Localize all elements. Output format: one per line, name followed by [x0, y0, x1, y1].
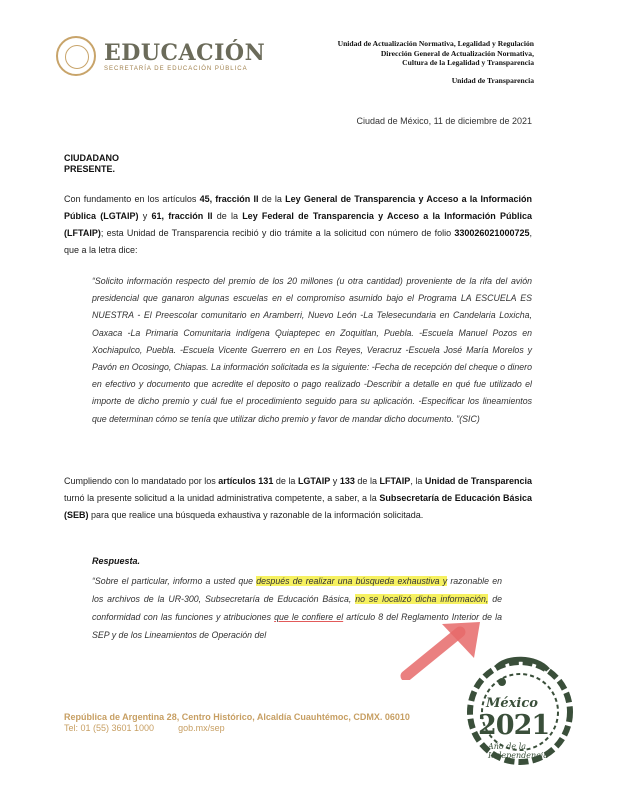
response-text: “Sobre el particular, informo a usted que después de realizar una búsqueda exhaustiva y razonable en los archivos de la UR-300, Subsecretaría de Educación Básica, no se localizó dicha información, de conformidad con las funciones y atribuciones que le confiere el artículo 8 del Reglamento Interior de la SEP y de los Lineamientos de Operación del [92, 576, 502, 640]
sep-logo [56, 36, 265, 76]
salutation [64, 153, 119, 175]
request-quote: “Solicito información respecto del premio de los 20 millones (u otra cantidad) proveniente de la rifa del avión presidencial que ganaron algunas escuelas en el compromiso asumido bajo el Programa LA ESCUELA ES NUESTRA - El Preescolar comunitario en Aramberri, Nuevo León -La Telesecundaria en Candelaria Loxicha, Oaxaca -La Primaria Comunitaria indígena Quiaptepec en Zoquitlan, Puebla. -Escuela Manuel Pozos en Xochiapulco, Puebla. -Escuela Vicente Guerrero en en Los Reyes, Veracruz -Escuela José María Morelos y Pavón en Ocosingo, Chiapas. La información solicitada es la siguiente: -Fecha de recepción del cheque o dinero en efectivo y documento que acredite el deposito o pago realizado -Describir a detalle en qué fue utilizado el importe de dicho premio y cuál fue el procedimiento seguido para su aplicación. -Especificar los lineamientos que determinan cómo se tenía que utilizar dicho premio y favor de mandar dicho documento. ”(SIC) [92, 276, 532, 424]
footer-phone: Tel: 01 (55) 3601 1000 [64, 723, 155, 733]
underlined-phrase: que le confiere el [274, 612, 344, 622]
unit-line-2: Dirección General de Actualización Normativa, [380, 48, 534, 58]
unit-transparency: Unidad de Transparencia [451, 75, 534, 85]
unit-line-1: Unidad de Actualización Normativa, Legalidad y Regulación [337, 39, 534, 48]
paragraph-legal-basis: Con fundamento en los artículos 45, fracción II de la Ley General de Transparencia y Acceso a la Información Pública (LGTAIP) y 61, fracción II de la Ley Federal de Transparencia y Acceso a la Información Pública (LFTAIP); esta Unidad de Transparencia recibió y dio trámite a la solicitud con número de folio 330026021000725, que a la letra dice: [64, 194, 532, 255]
emblem-subtitle: Año de la Independencia [488, 742, 548, 760]
response-title: Respuesta. [92, 556, 141, 566]
emblem-year: 2021 [478, 710, 550, 741]
highlight-search: después de realizar una búsqueda exhaustiva y [256, 576, 448, 586]
logo-title: EDUCACIÓN [104, 39, 266, 66]
footer [64, 712, 410, 734]
unit-line-3: Cultura de la Legalidad y Transparencia [402, 58, 534, 68]
salutation-line-1: CIUDADANO [64, 153, 119, 163]
footer-web: gob.mx/sep [178, 723, 225, 733]
salutation-line-2: PRESENTE. [64, 164, 116, 174]
issuing-unit-block [274, 39, 534, 85]
logo-subtitle: SECRETARÍA DE EDUCACIÓN PÚBLICA [104, 65, 248, 72]
paragraph-referral: Cumpliendo con lo mandatado por los artículos 131 de la LGTAIP y 133 de la LFTAIP, la Unidad de Transparencia turnó la presente solicitud a la unidad administrativa competente, a saber, a la Subsecretaría de Educación Básica (SEB) para que realice una búsqueda exhaustiva y razonable de la información solicitada. [64, 476, 533, 520]
highlight-not-found: no se localizó dicha información, [355, 594, 489, 604]
mexico-seal-icon [56, 36, 96, 76]
letter-date: Ciudad de México, 11 de diciembre de 2021 [356, 116, 532, 126]
footer-address: República de Argentina 28, Centro Histórico, Alcaldía Cuauhtémoc, CDMX. 06010 [64, 712, 410, 722]
emblem-country: México [486, 696, 538, 711]
